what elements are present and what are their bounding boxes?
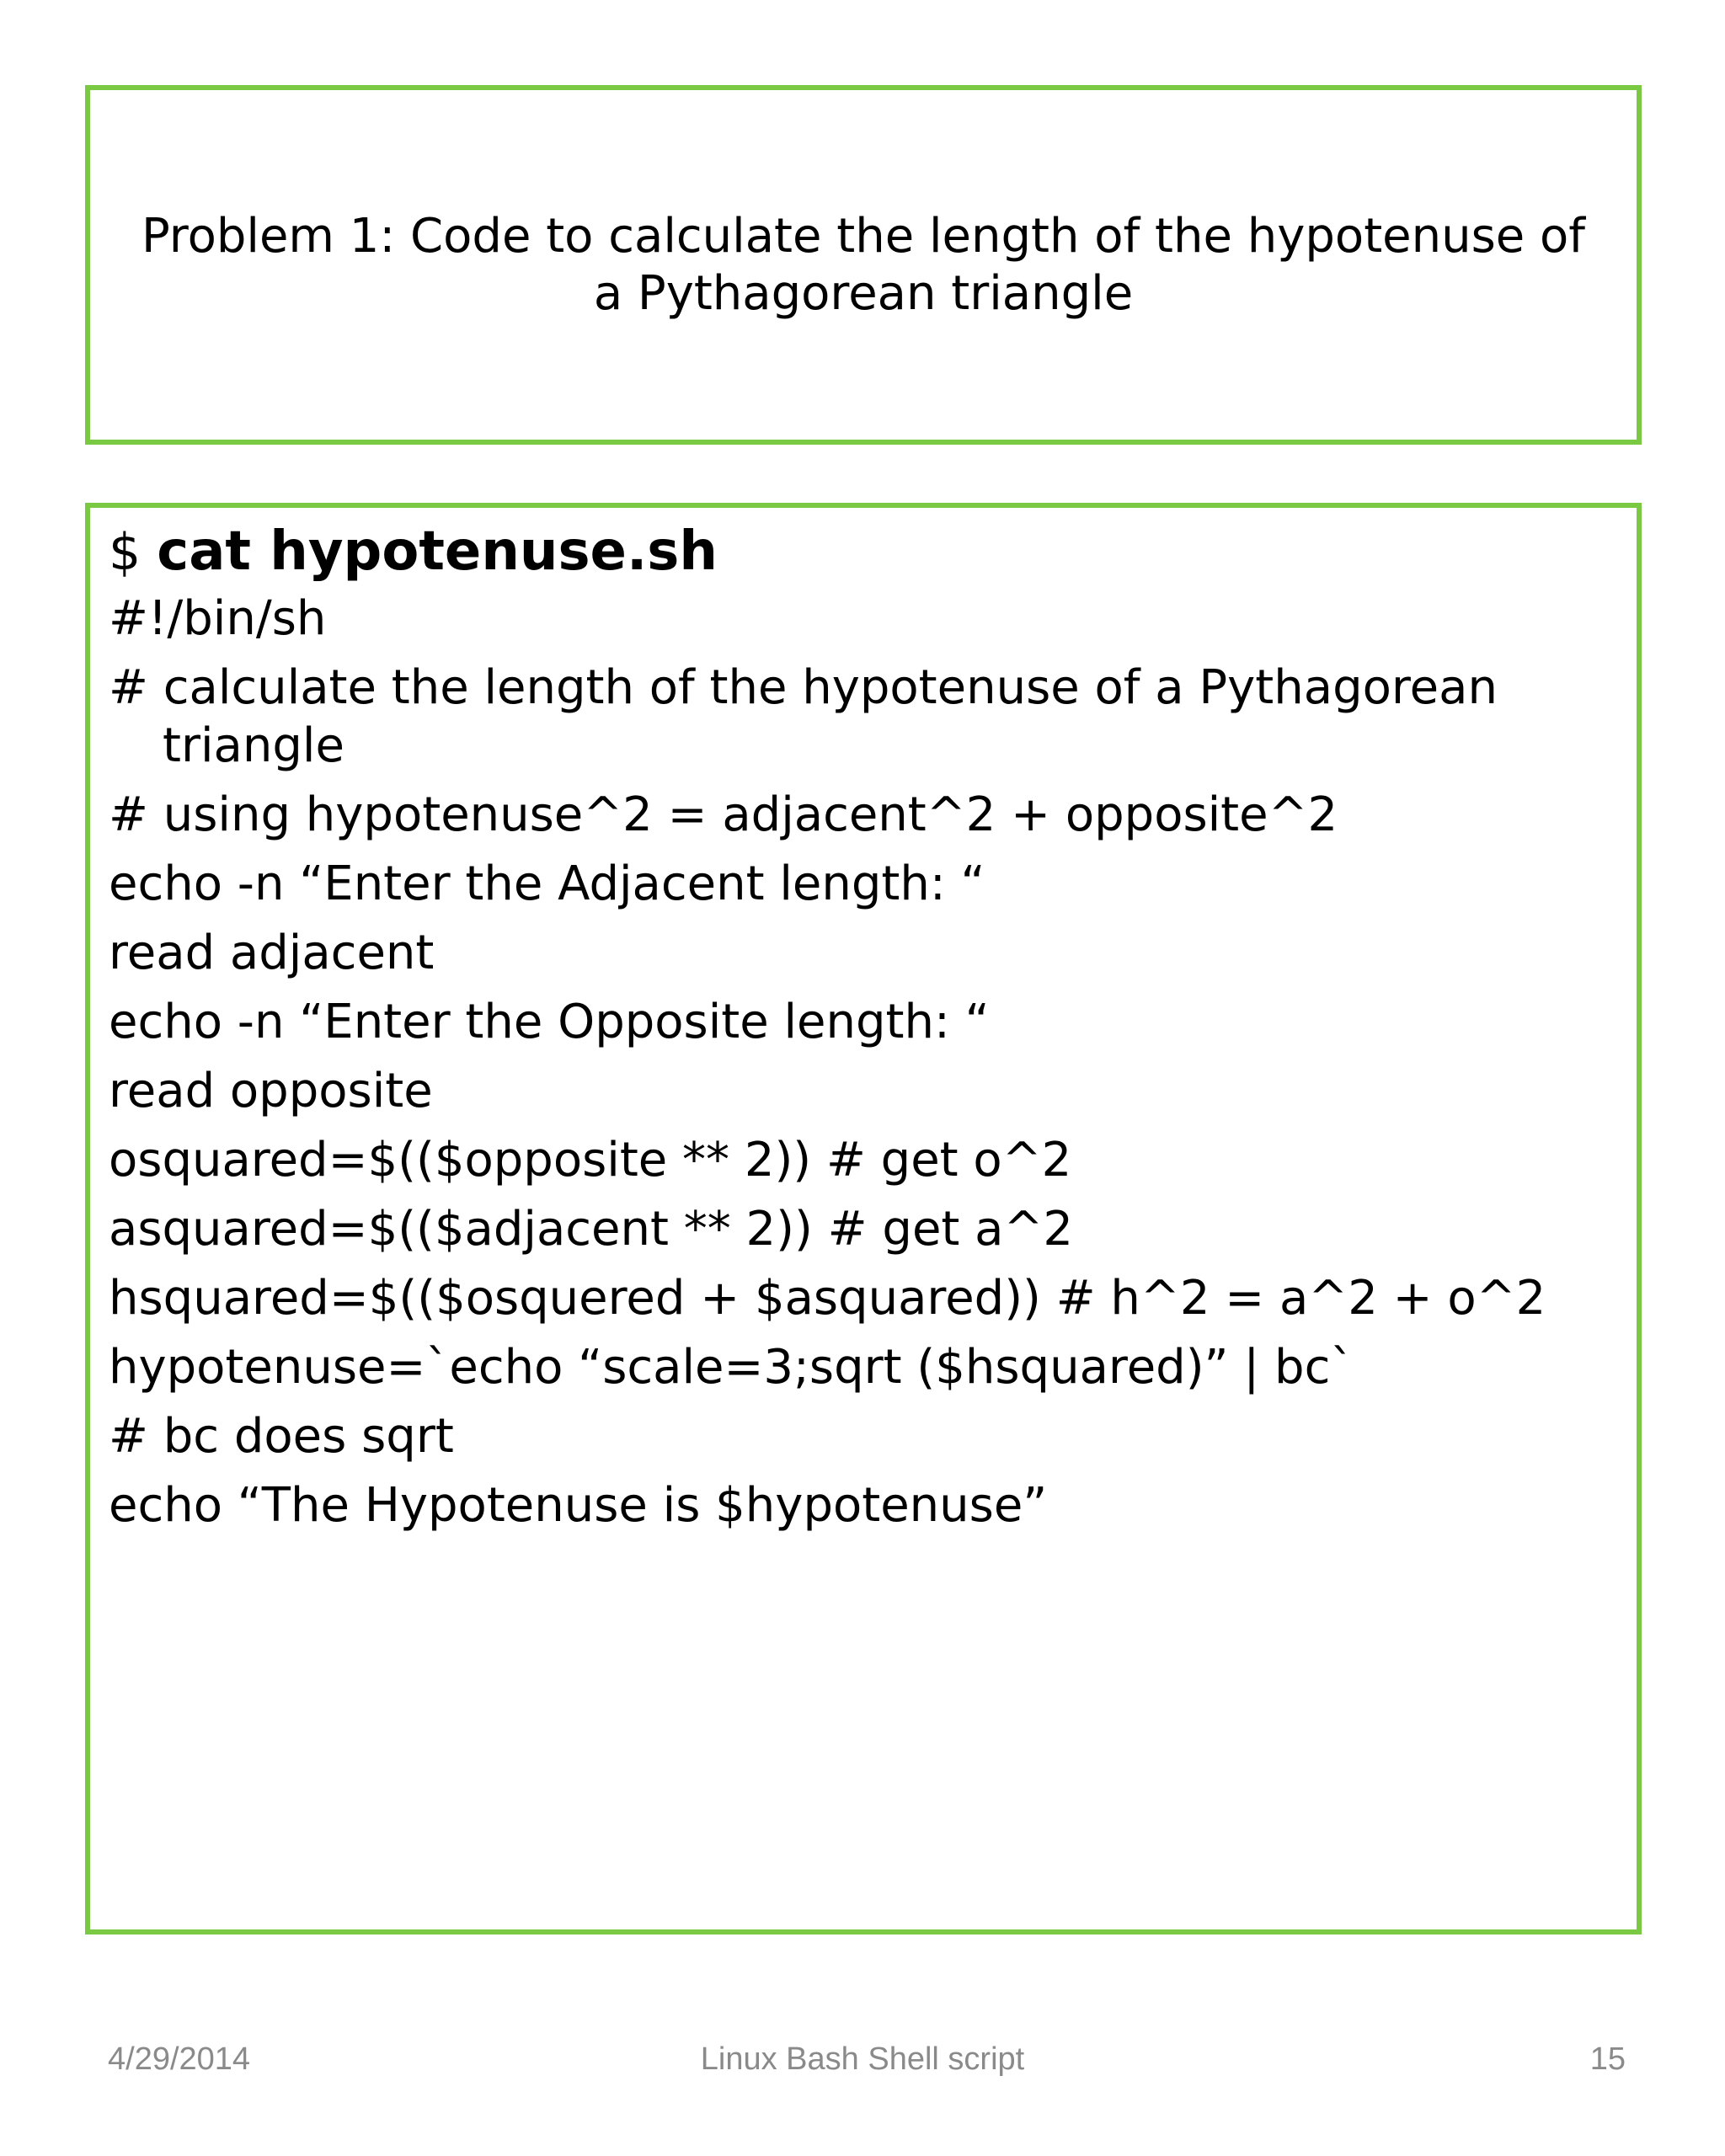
- title-box: [85, 85, 1642, 445]
- code-box: [85, 503, 1642, 1935]
- code-line-read-adjacent: read adjacent: [109, 926, 435, 980]
- code-line-hsquared: hsquared=$(($osquered + $asquared)) # h^2 = a^2 + o^2: [109, 1271, 1546, 1326]
- code-line-osquared: osquared=$(($opposite ** 2)) # get o^2: [109, 1133, 1072, 1187]
- slide-title: Problem 1: Code to calculate the length of the hypotenuse of a Pythagorean triangle: [142, 208, 1585, 321]
- code-line-echo-opposite: echo -n “Enter the Opposite length: “: [109, 995, 990, 1049]
- code-line-asquared: asquared=$(($adjacent ** 2)) # get a^2: [109, 1202, 1074, 1257]
- shell-command: cat hypotenuse.sh: [157, 520, 718, 583]
- code-line-comment-bc: # bc does sqrt: [109, 1409, 454, 1464]
- footer-title: Linux Bash Shell script: [700, 2041, 1025, 2077]
- code-line-echo-result: echo “The Hypotenuse is $hypotenuse”: [109, 1478, 1048, 1533]
- code-line-echo-adjacent: echo -n “Enter the Adjacent length: “: [109, 857, 985, 911]
- code-line-read-opposite: read opposite: [109, 1064, 433, 1118]
- code-line-comment-purpose: # calculate the length of the hypotenuse of a Pythagorean triangle: [109, 660, 1513, 773]
- shell-prompt: $: [109, 523, 158, 582]
- code-line-hypotenuse: hypotenuse=`echo “scale=3;sqrt ($hsquared)” | bc`: [109, 1340, 1354, 1395]
- command-line: [109, 520, 1608, 583]
- code-line-shebang: #!/bin/sh: [109, 591, 327, 646]
- code-line-comment-formula: # using hypotenuse^2 = adjacent^2 + opposite^2: [109, 787, 1338, 842]
- footer-date: 4/29/2014: [108, 2041, 251, 2077]
- footer-page-number: 15: [1589, 2041, 1626, 2077]
